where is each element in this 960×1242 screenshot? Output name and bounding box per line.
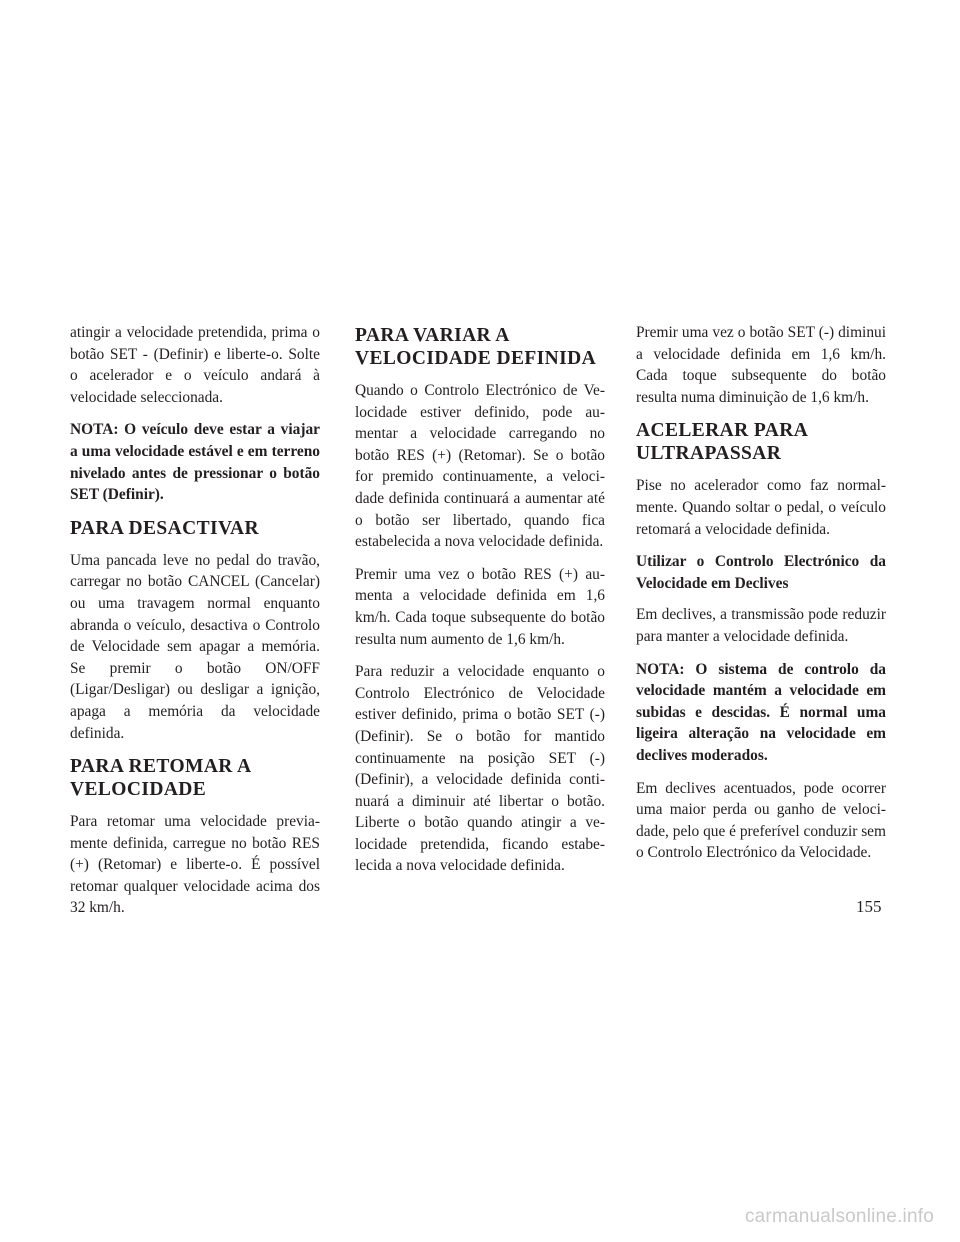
- paragraph: Em declives acentuados, pode ocorrer uma maior perda ou ganho de velocidade, pelo que é preferível conduzir sem o Controlo Electrónico da Velocidade.: [636, 779, 886, 862]
- paragraph: Para retomar uma velocidade previamente definida, carregue no botão RES (+) (Retomar) e liberte-o. É possível retomar qualquer velocidade acima dos 32 km/h.: [70, 813, 320, 917]
- paragraph: Pise no acelerador como faz normalmente. Quando soltar o pedal, o veículo retomará a velocidade definida.: [636, 477, 886, 538]
- column-right: [636, 322, 886, 875]
- column-left: [70, 322, 320, 930]
- column-middle: [355, 322, 605, 888]
- page-number: 155: [856, 897, 882, 916]
- section-heading-variar: PARA VARIAR A VELOCIDADE DEFINIDA: [355, 325, 597, 369]
- section-heading-retomar: PARA RETOMAR A VELOCIDADE: [70, 756, 251, 801]
- paragraph: Em declives, a transmissão pode reduzir para manter a velocidade definida.: [636, 606, 886, 645]
- section-heading-desactivar: PARA DESACTIVAR: [70, 517, 259, 539]
- subheading-declives: Utilizar o Controlo Electrónico da Velocidade em Declives: [636, 553, 886, 592]
- paragraph: Para reduzir a velocidade enquanto o Controlo Electrónico de Velocidade estiver definido, prima o botão SET (-) (Definir). Se o botão for mantido continuamente na posição SET (-) (Definir), a velocidade definida continuará a diminuir até libertar o botão. Liberte o botão quando atingir a velocidade pretendida, ficando estabelecida a nova velocidade definida.: [355, 663, 605, 875]
- section-heading-acelerar: ACELERAR PARA ULTRAPASSAR: [636, 420, 808, 465]
- paragraph: Uma pancada leve no pedal do travão, carregar no botão CANCEL (Cancelar) ou uma travagem normal enquanto abranda o veículo, desactiva o Controlo de Velocidade sem apagar a memória. Se premir o botão ON/OFF (Ligar/Desligar) ou desligar a ignição, apaga a memória da velocidade definida.: [70, 551, 320, 742]
- paragraph: Premir uma vez o botão SET (-) diminui a velocidade definida em 1,6 km/h. Cada toque subsequente do botão resulta numa diminuição de 1,6 km/h.: [636, 324, 886, 406]
- paragraph: atingir a velocidade pretendida, prima o botão SET - (Definir) e liberte-o. Solte o acelerador e o veículo andará à velocidade seleccionada.: [70, 324, 320, 406]
- note-paragraph: NOTA: O veículo deve estar a viajar a uma velocidade estável e em terreno nivelado antes de pressionar o botão SET (Definir).: [70, 421, 320, 504]
- paragraph: Quando o Controlo Electrónico de Velocidade estiver definido, pode aumentar a velocidade carregando no botão RES (+) (Retomar). Se o botão for premido continuamente, a velocidade definida continuará a aumentar até o botão ser libertado, quando fica estabelecida a nova velocidade definida.: [355, 382, 605, 551]
- watermark: carmanualsonline.info: [744, 1206, 934, 1227]
- paragraph: Premir uma vez o botão RES (+) aumenta a velocidade definida em 1,6 km/h. Cada toque subsequente do botão resulta num aumento de 1,6 km/h.: [355, 565, 605, 648]
- note-paragraph: NOTA: O sistema de controlo da velocidade mantém a velocidade em subidas e descidas. É normal uma ligeira alteração na velocidade em declives moderados.: [636, 660, 886, 764]
